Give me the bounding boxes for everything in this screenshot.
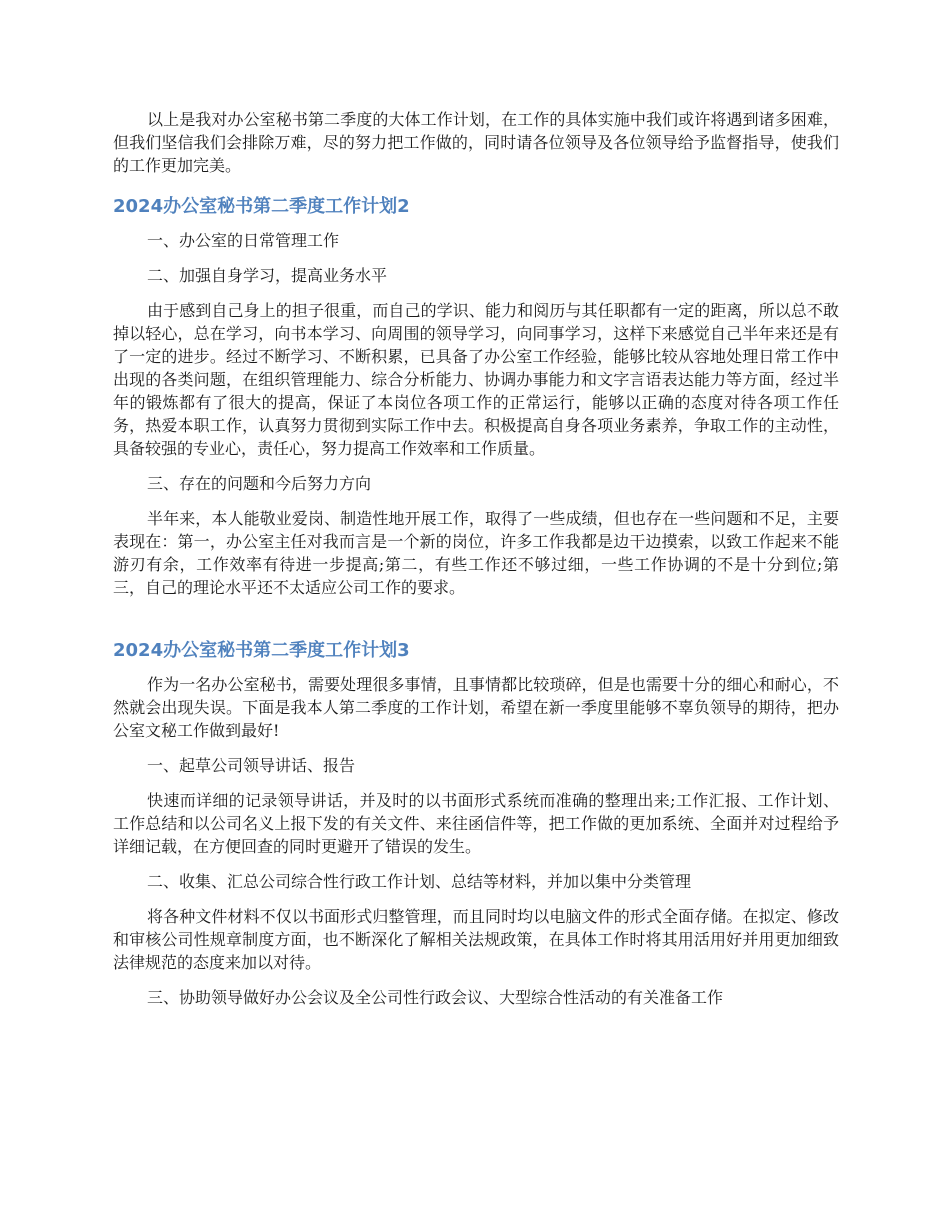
section-3-item-heading: 三、协助领导做好办公会议及全公司性行政会议、大型综合性活动的有关准备工作 [147,988,724,1007]
section-3-item-heading: 二、收集、汇总公司综合性行政工作计划、总结等材料，并加以集中分类管理 [147,872,692,891]
section-2-item-heading: 二、加强自身学习，提高业务水平 [147,266,388,285]
section-3-body-paragraph: 快速而详细的记录领导讲话，并及时的以书面形式系统而准确的整理出来;工作汇报、工作计划、工作总结和以公司名义上报下发的有关文件、来往函信件等，把工作做的更加系统、全面并对过程给予详细记载，在方便回查的同时更避开了错误的发生。 [113,791,839,856]
document-page [113,108,839,1009]
section-2-body-paragraph: 由于感到自己身上的担子很重，而自己的学识、能力和阅历与其任职都有一定的距离，所以总不敢掉以轻心，总在学习，向书本学习、向周围的领导学习，向同事学习，这样下来感觉自己半年来还是有了一定的进步。经过不断学习、不断积累，已具备了办公室工作经验，能够比较从容地处理日常工作中出现的各类问题，在组织管理能力、综合分析能力、协调办事能力和文字言语表达能力等方面，经过半年的锻炼都有了很大的提高，保证了本岗位各项工作的正常运行，能够以正确的态度对待各项工作任务，热爱本职工作，认真努力贯彻到实际工作中去。积极提高自身各项业务素养，争取工作的主动性，具备较强的专业心，责任心，努力提高工作效率和工作质量。 [113,301,839,458]
section-3-heading: 2024办公室秘书第二季度工作计划3 [113,640,410,661]
intro-closing-paragraph: 以上是我对办公室秘书第二季度的大体工作计划，在工作的具体实施中我们或许将遇到诸多困难，但我们坚信我们会排除万难，尽的努力把工作做的，同时请各位领导及各位领导给予监督指导，使我们的工作更加完美。 [113,110,839,175]
section-3-body-paragraph: 将各种文件材料不仅以书面形式归整管理，而且同时均以电脑文件的形式全面存储。在拟定、修改和审核公司性规章制度方面，也不断深化了解相关法规政策，在具体工作时将其用活用好并用更加细致法律规范的态度来加以对待。 [113,907,839,972]
section-2-item-heading: 三、存在的问题和今后努力方向 [147,474,372,493]
section-3-item-heading: 一、起草公司领导讲话、报告 [147,756,356,775]
section-2-item-heading: 一、办公室的日常管理工作 [147,231,340,250]
section-2-heading: 2024办公室秘书第二季度工作计划2 [113,196,410,217]
section-3-body-paragraph: 作为一名办公室秘书，需要处理很多事情，且事情都比较琐碎，但是也需要十分的细心和耐心，不然就会出现失误。下面是我本人第二季度的工作计划，希望在新一季度里能够不辜负领导的期待，把办公室文秘工作做到最好! [113,675,839,740]
section-2-body-paragraph: 半年来，本人能敬业爱岗、制造性地开展工作，取得了一些成绩，但也存在一些问题和不足，主要表现在：第一，办公室主任对我而言是一个新的岗位，许多工作我都是边干边摸索，以致工作起来不能游刃有余，工作效率有待进一步提高;第二，有些工作还不够过细，一些工作协调的不是十分到位;第三，自己的理论水平还不太适应公司工作的要求。 [113,509,839,597]
